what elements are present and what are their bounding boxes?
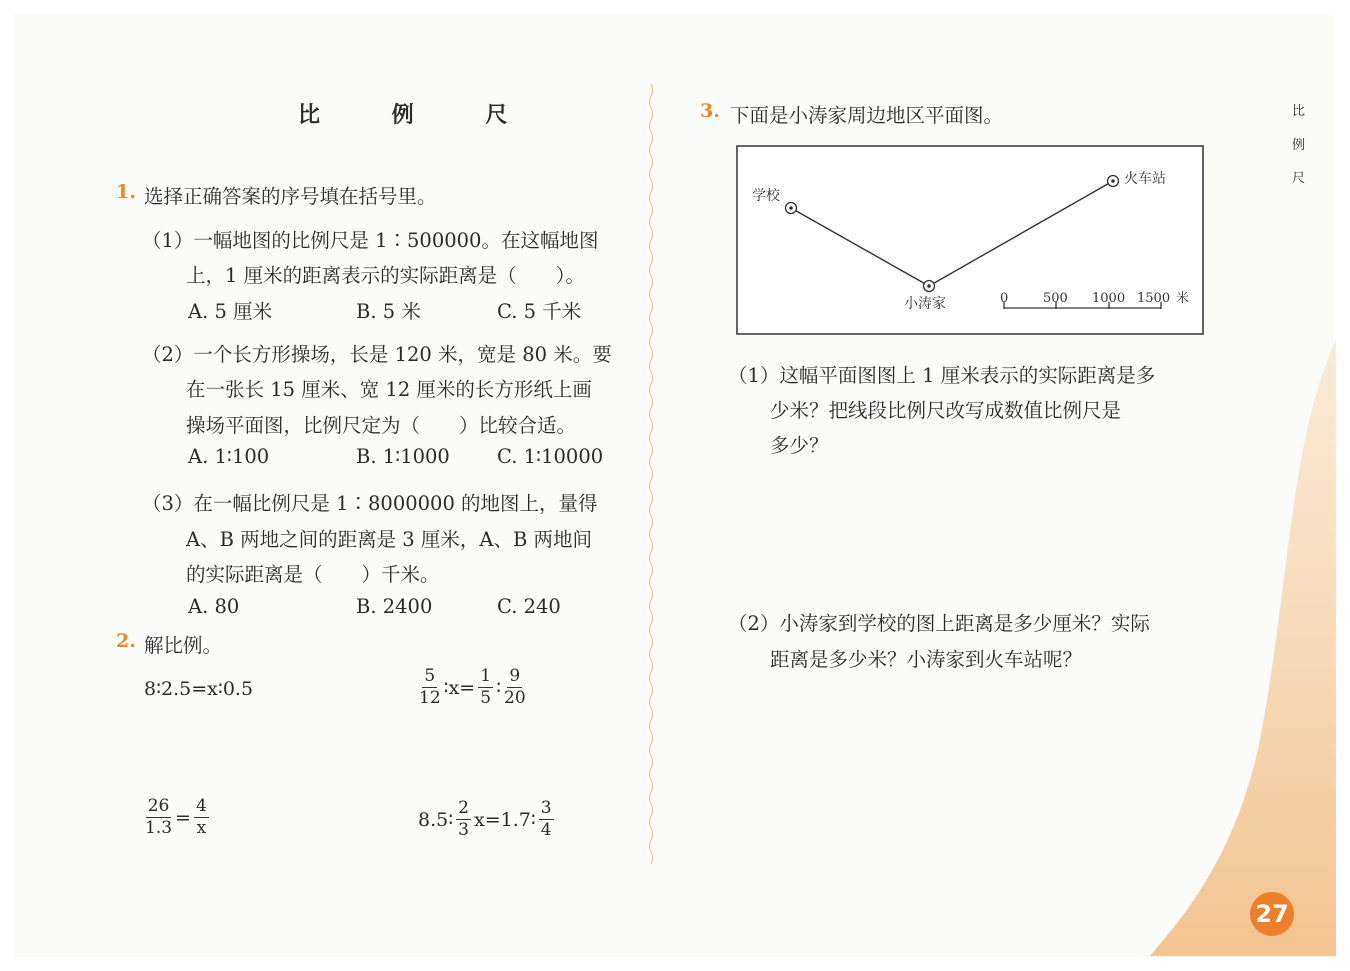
q1-sub3-line3: 的实际距离是（ ）千米。 [186,563,440,586]
column-divider [648,84,654,864]
question-2-number: 2. [116,630,136,652]
scale-tick-1500: 1500 [1137,291,1171,306]
q3-sub1-line1: （1）这幅平面图图上 1 厘米表示的实际距离是多 [728,364,1156,387]
q1-sub3-option-c: C. 240 [497,595,561,618]
q1-sub1-option-c: C. 5 千米 [497,300,582,323]
eq4-middle: x=1.7∶ [474,808,536,831]
q1-sub1-line2: 上，1 厘米的距离表示的实际距离是（ ）。 [186,264,585,287]
eq2-middle: ∶x= [443,676,476,699]
question-1-text: 选择正确答案的序号填在括号里。 [144,185,437,208]
eq2-fraction-2: $\frac{1}{5}$ [480,666,492,708]
q1-sub3-option-a: A. 80 [188,595,240,618]
eq3-fraction-2: $\frac{4}{x}$ [195,796,207,838]
page-number-badge: 27 [1250,892,1294,936]
q1-sub2-option-c: C. 1∶10000 [497,445,604,468]
home-label: 小涛家 [904,296,946,312]
question-3-text: 下面是小涛家周边地区平面图。 [730,104,1004,127]
eq3-fraction-1: $\frac{26}{1.3}$ [145,796,173,838]
q1-sub1-option-b: B. 5 米 [356,300,421,323]
page-title: 比 例 尺 [298,102,540,128]
scale-unit: 米 [1176,291,1190,306]
corner-decoration [1140,320,1336,960]
q1-sub2-line2: 在一张长 15 厘米、宽 12 厘米的长方形纸上画 [186,378,592,401]
q1-sub1-line1: （1）一幅地图的比例尺是 1∶500000。在这幅地图 [142,229,599,252]
q3-sub1-line2: 少米？把线段比例尺改写成数值比例尺是 [770,399,1122,422]
eq4-fraction-1: $\frac{2}{3}$ [458,798,469,840]
eq3-equals: = [175,806,191,829]
q1-sub3-line1: （3）在一幅比例尺是 1∶8000000 的地图上，量得 [142,492,598,515]
side-tab-char-2: 例 [1292,138,1306,153]
question-1-number: 1. [116,181,136,203]
school-marker [786,203,797,214]
equation-1: 8∶2.5=x∶0.5 [144,678,254,700]
equation-2 [418,668,527,707]
side-tab-char-3: 尺 [1292,171,1306,186]
q1-sub2-line1: （2）一个长方形操场，长是 120 米，宽是 80 米。要 [142,343,612,366]
station-label: 火车站 [1124,171,1166,187]
q1-sub3-line2: A、B 两地之间的距离是 3 厘米，A、B 两地间 [186,528,593,551]
q1-sub1-option-a: A. 5 厘米 [188,300,273,323]
q1-sub2-line3: 操场平面图，比例尺定为（ ）比较合适。 [186,414,577,437]
side-tab-char-1: 比 [1292,104,1306,119]
eq4-prefix: 8.5∶ [418,808,454,831]
q1-sub3-option-b: B. 2400 [356,595,433,618]
scale-tick-1000: 1000 [1092,291,1126,306]
q1-sub2-option-b: B. 1∶1000 [356,445,450,468]
q3-sub2-line2: 距离是多少米？小涛家到火车站呢？ [770,648,1083,671]
scale-tick-0: 0 [1000,291,1009,306]
eq4-fraction-2: $\frac{3}{4}$ [540,798,552,840]
school-label: 学校 [752,188,780,204]
question-2-text: 解比例。 [144,634,223,657]
q3-sub2-line1: （2）小涛家到学校的图上距离是多少厘米？实际 [728,612,1150,635]
station-marker [1108,176,1119,187]
equation-3 [144,798,210,837]
q3-sub1-line3: 多少？ [770,434,829,457]
eq2-fraction-3: $\frac{9}{20}$ [504,666,526,708]
eq2-fraction-1: $\frac{5}{12}$ [419,666,441,708]
neighborhood-map [736,145,1204,335]
equation-4 [418,800,555,839]
question-3-number: 3. [700,100,720,122]
scale-tick-500: 500 [1043,291,1068,306]
eq2-colon: ∶ [496,676,502,699]
q1-sub2-option-a: A. 1∶100 [188,445,270,468]
home-marker [924,281,935,292]
